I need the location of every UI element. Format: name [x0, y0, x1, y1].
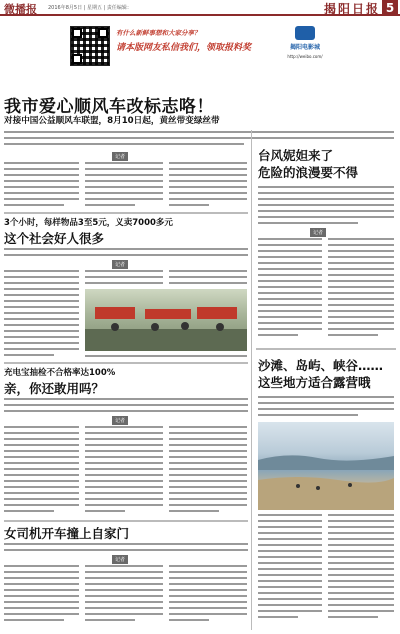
text-line [169, 180, 247, 182]
text-line [258, 526, 322, 528]
text-line [4, 456, 79, 458]
text-line [328, 598, 394, 600]
section-name: 微播报 [4, 3, 37, 16]
text-line [4, 168, 79, 170]
text-line [258, 256, 322, 258]
beach-camping-photo [258, 422, 394, 510]
text-line [258, 514, 322, 516]
text-line [85, 168, 163, 170]
cinema-logo-site: http://weibo.com/ [287, 54, 323, 59]
text-line [258, 592, 322, 594]
text-line [169, 583, 247, 585]
text-line [258, 328, 322, 330]
text-line [4, 300, 79, 302]
divider [256, 348, 396, 350]
text-line [169, 571, 247, 573]
text-line [328, 328, 394, 330]
text-line [169, 510, 219, 512]
text-line [85, 162, 163, 164]
text-line [85, 198, 163, 200]
text-line [4, 510, 54, 512]
right-story1-line1: 台风妮妲来了 [258, 148, 334, 163]
text-line [169, 480, 247, 482]
text-line [4, 186, 79, 188]
right-story2-headline [258, 357, 383, 391]
text-line [4, 324, 79, 326]
promo-banner [70, 24, 330, 76]
text-line [328, 274, 394, 276]
text-line [4, 248, 248, 250]
text-line [85, 468, 163, 470]
text-line [4, 613, 79, 615]
text-line [258, 268, 322, 270]
text-line [328, 304, 394, 306]
text-line [85, 613, 163, 615]
text-line [85, 595, 163, 597]
right-story1-line2: 危险的浪漫要不得 [258, 165, 359, 180]
text-line [85, 432, 163, 434]
text-line [328, 238, 394, 240]
text-line [85, 571, 163, 573]
text-line [169, 474, 247, 476]
text-line [85, 192, 163, 194]
text-line [4, 474, 79, 476]
text-line [169, 589, 247, 591]
text-line [258, 216, 394, 218]
text-line [169, 498, 247, 500]
text-line [169, 504, 247, 506]
promo-line-2: 请本版网友私信我们，领取报料奖 [116, 43, 252, 53]
text-line [258, 538, 322, 540]
text-line [258, 598, 322, 600]
text-line [4, 288, 79, 290]
text-line [4, 583, 79, 585]
text-line [4, 204, 64, 206]
text-line [258, 580, 322, 582]
story3-headline-1: 充电宝抽检不合格率达100% [4, 368, 116, 378]
text-line [169, 468, 247, 470]
text-line [85, 601, 163, 603]
text-line [4, 450, 79, 452]
text-line [258, 544, 322, 546]
text-line [258, 204, 394, 206]
text-line [85, 504, 163, 506]
text-line [4, 174, 79, 176]
text-line [169, 444, 247, 446]
reporter-label: 记者 [112, 416, 128, 425]
text-line [258, 198, 394, 200]
cinema-logo [280, 26, 330, 70]
text-line [328, 256, 394, 258]
text-line [85, 444, 163, 446]
text-line [169, 270, 247, 272]
text-line [4, 398, 248, 400]
story4-headline: 女司机开车撞上自家门 [4, 526, 130, 541]
text-line [4, 318, 79, 320]
text-line [328, 562, 394, 564]
text-line [258, 574, 322, 576]
text-line [328, 616, 378, 618]
text-line [258, 280, 322, 282]
text-line [4, 595, 79, 597]
text-line [4, 577, 79, 579]
text-line [4, 589, 79, 591]
text-line [258, 210, 394, 212]
text-line [4, 492, 79, 494]
text-line [169, 276, 247, 278]
text-line [4, 432, 79, 434]
divider [4, 520, 248, 522]
text-line [169, 613, 247, 615]
text-line [4, 137, 394, 139]
text-line [85, 282, 163, 284]
text-line [4, 270, 79, 272]
text-line [258, 316, 322, 318]
text-line [4, 565, 79, 567]
text-line [85, 355, 247, 357]
text-line [169, 198, 247, 200]
text-line [169, 607, 247, 609]
text-line [258, 550, 322, 552]
text-line [328, 544, 394, 546]
text-line [328, 268, 394, 270]
text-line [85, 186, 163, 188]
text-line [328, 334, 378, 336]
text-line [85, 619, 135, 621]
text-line [85, 492, 163, 494]
paper-name: 揭阳日报 [323, 2, 380, 16]
text-line [169, 186, 247, 188]
text-line [258, 616, 298, 618]
text-line [4, 426, 79, 428]
text-line [328, 280, 394, 282]
text-line [4, 306, 79, 308]
text-line [328, 292, 394, 294]
text-line [258, 414, 358, 416]
text-line [85, 180, 163, 182]
text-line [328, 568, 394, 570]
text-line [258, 562, 322, 564]
qr-code-icon [70, 26, 110, 66]
main-subheadline: 对接中国公益顺风车联盟，8月10日起，黄丝带变绿丝带 [4, 116, 220, 126]
text-line [328, 244, 394, 246]
text-line [258, 556, 322, 558]
reporter-label: 记者 [112, 555, 128, 564]
text-line [328, 580, 394, 582]
text-line [258, 262, 322, 264]
text-line [85, 438, 163, 440]
text-line [85, 270, 163, 272]
divider [4, 362, 248, 364]
text-line [328, 574, 394, 576]
text-line [258, 520, 322, 522]
text-line [4, 330, 79, 332]
text-line [4, 486, 79, 488]
text-line [169, 174, 247, 176]
cinema-logo-icon [295, 26, 315, 40]
story2-headline-2: 这个社会好人很多 [4, 231, 105, 246]
text-line [4, 498, 79, 500]
text-line [258, 586, 322, 588]
text-line [258, 310, 322, 312]
text-line [85, 589, 163, 591]
text-line [258, 322, 322, 324]
text-line [4, 601, 79, 603]
text-line [258, 334, 298, 336]
divider [4, 212, 248, 214]
text-line [258, 408, 394, 410]
text-line [4, 619, 64, 621]
text-line [328, 520, 394, 522]
text-line [328, 538, 394, 540]
text-line [328, 298, 394, 300]
text-line [4, 543, 248, 545]
text-line [258, 396, 394, 398]
cinema-logo-text: 揭阳电影城 [289, 44, 320, 51]
text-line [328, 604, 394, 606]
text-line [85, 450, 163, 452]
right-story2-line2: 这些地方适合露营哦 [258, 375, 371, 390]
text-line [169, 565, 247, 567]
text-line [258, 274, 322, 276]
text-line [85, 577, 163, 579]
text-line [169, 492, 247, 494]
reporter-label: 记者 [112, 152, 128, 161]
promo-line-1: 有什么新鲜事想和大家分享？ [116, 29, 201, 37]
text-line [328, 550, 394, 552]
text-line [4, 607, 79, 609]
text-line [85, 426, 163, 428]
text-line [4, 354, 54, 356]
right-story1-headline [258, 147, 358, 181]
text-line [4, 198, 79, 200]
main-headline: 我市爱心顺风车改标志咯！ [4, 97, 214, 117]
text-line [258, 532, 322, 534]
text-line [85, 462, 163, 464]
text-line [169, 432, 247, 434]
text-line [169, 456, 247, 458]
text-line [258, 292, 322, 294]
text-line [4, 348, 79, 350]
reporter-label: 记者 [112, 260, 128, 269]
masthead [0, 0, 400, 16]
page-number: 5 [382, 0, 398, 16]
text-line [258, 304, 322, 306]
text-line [328, 586, 394, 588]
charity-sale-photo [85, 289, 247, 351]
text-line [328, 526, 394, 528]
text-line [4, 162, 79, 164]
text-line [258, 286, 322, 288]
text-line [4, 549, 248, 551]
text-line [169, 168, 247, 170]
text-line [4, 336, 79, 338]
reporter-label: 记者 [310, 228, 326, 237]
text-line [4, 438, 79, 440]
text-line [4, 571, 79, 573]
text-line [169, 619, 209, 621]
text-line [258, 186, 394, 188]
text-line [258, 250, 322, 252]
text-line [328, 262, 394, 264]
right-story2-line1: 沙滩、岛屿、峡谷…… [258, 358, 384, 373]
text-line [169, 192, 247, 194]
text-line [4, 254, 248, 256]
text-line [4, 410, 248, 412]
text-line [85, 174, 163, 176]
text-line [4, 282, 79, 284]
text-line [85, 498, 163, 500]
text-line [169, 595, 247, 597]
text-line [328, 322, 394, 324]
text-line [328, 514, 394, 516]
text-line [169, 462, 247, 464]
story3-headline-2: 亲，你还敢用吗？ [4, 381, 105, 396]
column-divider [251, 130, 252, 630]
text-line [169, 426, 247, 428]
text-line [4, 312, 79, 314]
text-line [328, 610, 394, 612]
text-line [4, 143, 244, 145]
text-line [328, 286, 394, 288]
story2-headline-1: 3个小时，每样物品3至5元，义卖7000多元 [4, 218, 173, 228]
text-line [85, 565, 163, 567]
text-line [85, 456, 163, 458]
text-line [4, 480, 79, 482]
issue-info: 2016年8月5日 | 星期五 | 责任编辑： [48, 5, 132, 11]
text-line [169, 601, 247, 603]
text-line [4, 462, 79, 464]
text-line [258, 192, 394, 194]
text-line [169, 577, 247, 579]
text-line [328, 592, 394, 594]
text-line [258, 604, 322, 606]
text-line [4, 468, 79, 470]
text-line [258, 402, 394, 404]
text-line [258, 610, 322, 612]
text-line [4, 294, 79, 296]
text-line [4, 342, 79, 344]
text-line [328, 532, 394, 534]
text-line [258, 244, 322, 246]
text-line [85, 486, 163, 488]
text-line [85, 510, 125, 512]
text-line [85, 607, 163, 609]
text-line [169, 282, 247, 284]
text-line [85, 474, 163, 476]
text-line [85, 583, 163, 585]
text-line [4, 404, 248, 406]
text-line [169, 438, 247, 440]
text-line [258, 298, 322, 300]
text-line [169, 486, 247, 488]
text-line [328, 556, 394, 558]
text-line [169, 204, 209, 206]
text-line [85, 204, 135, 206]
text-line [258, 238, 322, 240]
text-line [169, 162, 247, 164]
text-line [4, 504, 79, 506]
text-line [4, 192, 79, 194]
text-line [4, 444, 79, 446]
text-line [4, 131, 394, 133]
text-line [85, 480, 163, 482]
text-line [328, 310, 394, 312]
text-line [258, 568, 322, 570]
text-line [328, 316, 394, 318]
text-line [85, 276, 163, 278]
text-line [4, 180, 79, 182]
text-line [169, 450, 247, 452]
text-line [258, 222, 358, 224]
text-line [328, 250, 394, 252]
text-line [4, 276, 79, 278]
